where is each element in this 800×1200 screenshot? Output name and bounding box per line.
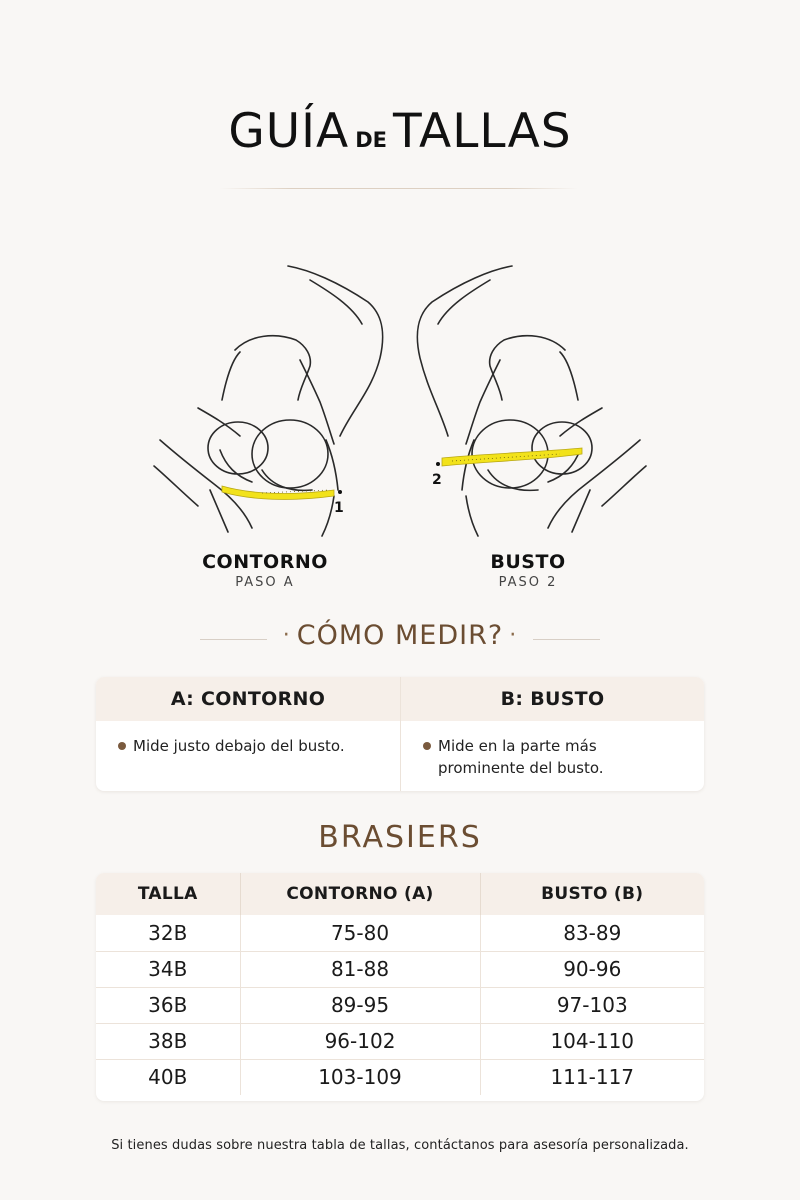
- title-connector: DE: [355, 128, 387, 152]
- contorno-cell: 103-109: [240, 1059, 480, 1095]
- size-cell: 36B: [96, 987, 240, 1023]
- measurement-instructions: [96, 677, 704, 791]
- busto-step: PASO 2: [498, 575, 558, 590]
- busto-cell: 83-89: [480, 915, 704, 951]
- busto-cell: 90-96: [480, 951, 704, 987]
- right-arm-pit: [466, 360, 500, 444]
- left-figure-cup-b: [252, 420, 328, 488]
- card-busto-text-line2: prominente del busto.: [438, 759, 604, 777]
- right-raised-arm-inner: [438, 280, 490, 324]
- right-marker-number: 2: [432, 472, 442, 488]
- how-to-title: CÓMO MEDIR?: [296, 620, 504, 651]
- contorno-step: PASO A: [235, 575, 295, 590]
- table-row: [96, 1059, 704, 1095]
- left-shoulder-line: [235, 336, 310, 400]
- card-busto: [400, 677, 704, 791]
- table-row: [96, 1023, 704, 1059]
- title-word-tallas: TALLAS: [392, 104, 572, 159]
- heading-dot-right: ·: [509, 623, 518, 648]
- left-neck-line: [222, 352, 240, 400]
- left-figure-cup-a: [208, 422, 268, 474]
- left-figure-waist-right: [322, 496, 334, 536]
- right-shoulder-line: [490, 336, 565, 400]
- contorno-label-block: [165, 551, 365, 590]
- busto-cell: 97-103: [480, 987, 704, 1023]
- busto-label: BUSTO: [490, 551, 566, 573]
- contorno-label: CONTORNO: [202, 551, 328, 573]
- right-raised-arm-outer: [417, 266, 512, 436]
- busto-label-block: [428, 551, 628, 590]
- how-to-measure-heading: [0, 620, 800, 651]
- torso-line-art: [0, 240, 800, 560]
- title-word-guia: GUÍA: [228, 104, 350, 159]
- left-figure-waist: [210, 490, 228, 532]
- brasiers-heading: [0, 820, 800, 855]
- size-table: [96, 873, 704, 1101]
- size-cell: 34B: [96, 951, 240, 987]
- title-divider: [220, 188, 578, 189]
- heading-dot-left: ·: [282, 623, 291, 648]
- left-back-curve: [154, 466, 198, 506]
- right-marker-dot: [436, 462, 440, 466]
- size-cell: 40B: [96, 1059, 240, 1095]
- left-figure-under-a: [220, 450, 252, 482]
- left-marker-dot: [338, 490, 342, 494]
- card-contorno-text: Mide justo debajo del busto.: [133, 737, 345, 755]
- left-raised-arm-outer: [288, 266, 383, 436]
- left-arm-pit: [300, 360, 334, 444]
- left-raised-arm-inner: [310, 280, 362, 324]
- busto-cell: 104-110: [480, 1023, 704, 1059]
- brasiers-title: BRASIERS: [318, 820, 482, 855]
- size-cell: 38B: [96, 1023, 240, 1059]
- card-contorno-title: A: CONTORNO: [96, 677, 400, 721]
- col-header-busto: BUSTO (B): [480, 873, 704, 915]
- contorno-cell: 89-95: [240, 987, 480, 1023]
- contorno-cell: 96-102: [240, 1023, 480, 1059]
- right-back-curve: [602, 466, 646, 506]
- left-tape-measure: [222, 486, 334, 499]
- right-neck-line: [560, 352, 578, 400]
- card-contorno: [96, 677, 400, 791]
- col-header-talla: TALLA: [137, 884, 198, 904]
- right-tape-measure: [442, 448, 582, 466]
- size-cell: 32B: [148, 920, 188, 945]
- table-row: [96, 987, 704, 1023]
- right-figure-cup-b: [532, 422, 592, 474]
- bullet-icon: [423, 742, 431, 750]
- table-row: [96, 915, 704, 951]
- measurement-illustration: [0, 240, 800, 560]
- right-figure-waist-right: [466, 496, 478, 536]
- col-header-contorno: CONTORNO (A): [240, 873, 480, 915]
- page-title: [0, 100, 800, 172]
- bullet-icon: [118, 742, 126, 750]
- table-row: [96, 951, 704, 987]
- contorno-cell: 75-80: [240, 915, 480, 951]
- right-figure-waist: [572, 490, 590, 532]
- card-busto-text-line1: Mide en la parte más: [438, 737, 597, 755]
- contorno-cell: 81-88: [240, 951, 480, 987]
- card-busto-title: B: BUSTO: [401, 677, 704, 721]
- left-marker-number: 1: [334, 500, 344, 516]
- busto-cell: 111-117: [480, 1059, 704, 1095]
- footnote: Si tienes dudas sobre nuestra tabla de tallas, contáctanos para asesoría personalizada.: [111, 1138, 689, 1153]
- table-header-row: [96, 873, 704, 915]
